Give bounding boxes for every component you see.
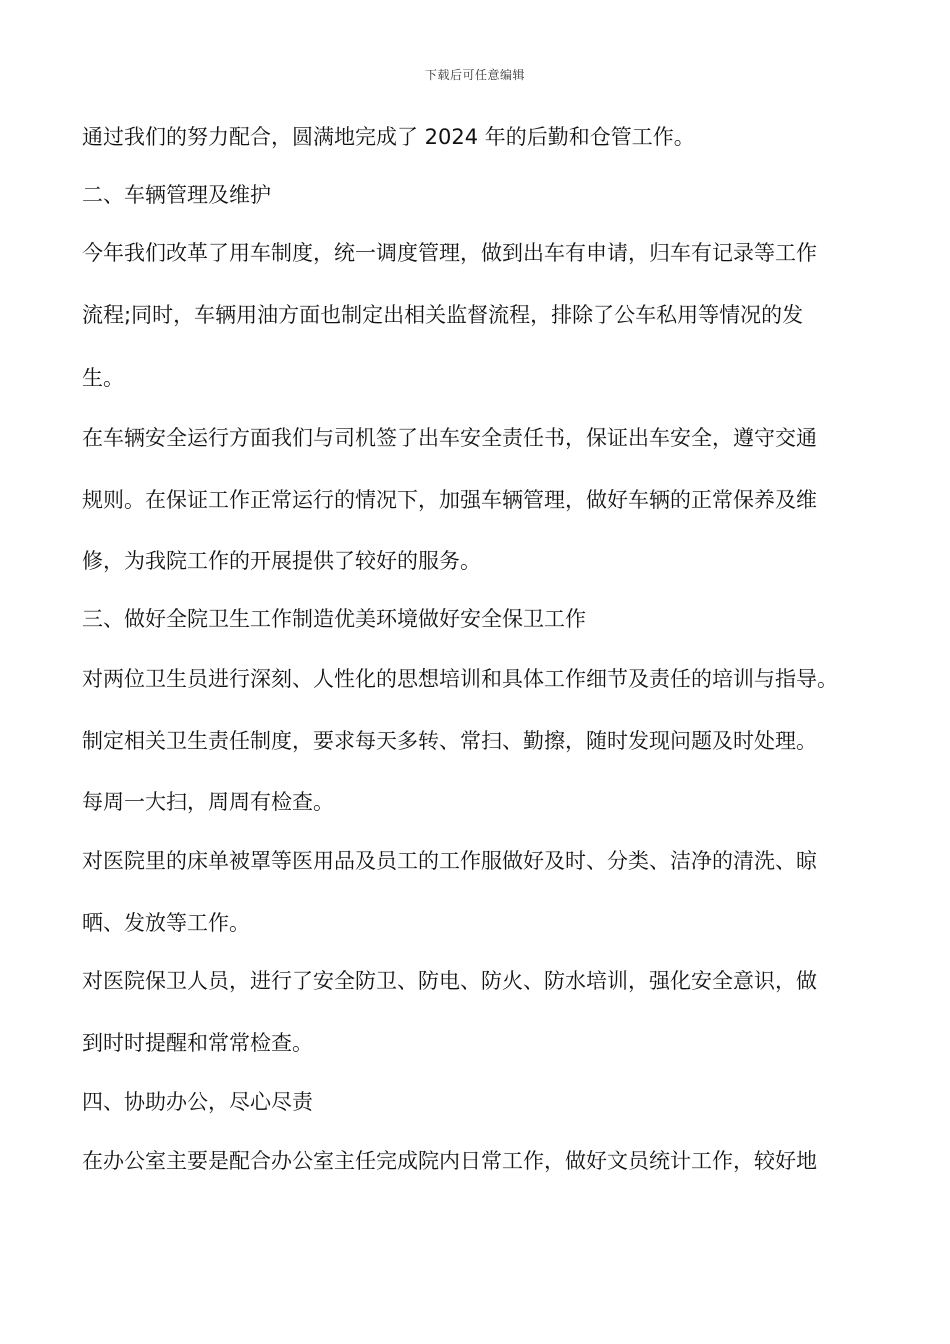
header-note: 下载后可任意编辑 (424, 68, 525, 82)
body-line: 对医院保卫人员，进行了安全防卫、防电、防火、防水培训，强化安全意识，做 (82, 969, 817, 993)
body-line: 规则。在保证工作正常运行的情况下，加强车辆管理，做好车辆的正常保养及维 (82, 488, 817, 512)
section-heading-4: 四、协助办公，尽心尽责 (82, 1090, 313, 1114)
body-line: 在办公室主要是配合办公室主任完成院内日常工作，做好文员统计工作，较好地 (82, 1149, 817, 1173)
body-line: 对两位卫生员进行深刻、人性化的思想培训和具体工作细节及责任的培训与指导。 (82, 667, 838, 691)
body-line: 修，为我院工作的开展提供了较好的服务。 (82, 549, 481, 573)
section-heading-3: 三、做好全院卫生工作制造优美环境做好安全保卫工作 (82, 607, 586, 631)
body-line: 今年我们改革了用车制度，统一调度管理，做到出车有申请，归车有记录等工作 (82, 241, 817, 265)
body-line: 生。 (82, 366, 124, 390)
body-line: 在车辆安全运行方面我们与司机签了出车安全责任书，保证出车安全，遵守交通 (82, 426, 817, 450)
body-line: 通过我们的努力配合，圆满地完成了 2024 年的后勤和仓管工作。 (82, 125, 695, 149)
body-line: 制定相关卫生责任制度，要求每天多转、常扫、勤擦，随时发现问题及时处理。 (82, 729, 817, 753)
section-heading-2: 二、车辆管理及维护 (82, 183, 271, 207)
body-line: 到时时提醒和常常检查。 (82, 1031, 313, 1055)
body-line: 对医院里的床单被罩等医用品及员工的工作服做好及时、分类、洁净的清洗、晾 (82, 849, 817, 873)
body-line: 每周一大扫，周周有检查。 (82, 790, 334, 814)
body-line: 晒、发放等工作。 (82, 911, 250, 935)
body-line: 流程;同时，车辆用油方面也制定出相关监督流程，排除了公车私用等情况的发 (82, 303, 804, 327)
